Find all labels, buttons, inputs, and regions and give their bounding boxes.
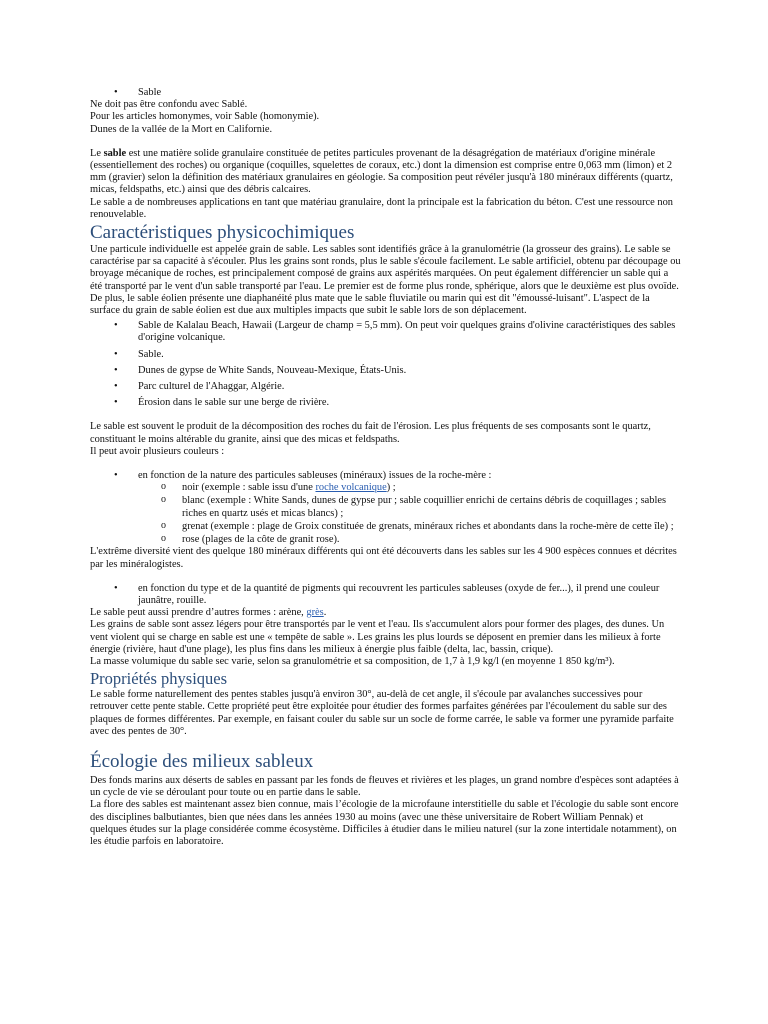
gallery-item: • Sable de Kalalau Beach, Hawaii (Largeur de champ = 5,5 mm). On peut voir quelques grains d'olivine caractéristiques des sables d'origine volcanique. — [90, 320, 682, 344]
hatnote: Pour les articles homonymes, voir Sable (homonymie). — [90, 111, 320, 123]
gallery-item: • Dunes de gypse de White Sands, Nouveau-Mexique, États-Unis. — [90, 365, 682, 377]
sublist-item: o rose (plages de la côte de granit rose). — [90, 534, 682, 546]
hatnote: Ne doit pas être confondu avec Sablé. — [90, 99, 248, 111]
pigment-list — [90, 583, 682, 607]
roche-volcanique-link[interactable]: roche volcanique — [315, 482, 387, 494]
gallery-item: • Érosion dans le sable sur une berge de rivière. — [90, 397, 682, 409]
colors-sublist — [90, 482, 682, 546]
paragraph: Il peut avoir plusieurs couleurs : — [90, 445, 225, 457]
paragraph: Le sable peut aussi prendre d’autres formes : arène, grès. — [90, 607, 327, 619]
paragraph: L'extrême diversité vient des quelque 180 minéraux différents qui ont été découverts dans les sables sur les 4 900 espèces connues et décrites par les minéralogistes. — [90, 546, 677, 570]
paragraph: Les grains de sable sont assez légers pour être transportés par le vent et l'eau. Ils s'accumulent alors pour former des plages, des dunes. Un vent violent qui se charge en sable est une « tempête de sable ». Les grains les plus lourds se déposent en premier dans les milieux à forte énergie (rivière, haut d'une plage), les plus fins dans les milieux à énergie plus faible (delta, lac, bassin, crique). — [90, 619, 665, 655]
list-item: • Sable — [90, 87, 682, 99]
intro-term: sable — [103, 147, 127, 159]
paragraph: Le sable forme naturellement des pentes stables jusqu'à environ 30°, au-delà de cet angle, il s'écoule par avalanches successives pour retrouver cette pente stable. Cette propriété peut être exploitée pour étudier des formes parfaites générées par l'écoulement du sable sur des plaques de formes différentes. Par exemple, en faisant couler du sable sur un socle de forme carrée, le sable va former une pyramide parfaite avec des pentes de 30°. — [90, 689, 674, 737]
sublist-item: o grenat (exemple : plage de Groix constituée de grenats, minéraux riches et abondants dans la roche-mère de cette île) ; — [90, 521, 682, 533]
gres-link[interactable]: grès — [306, 607, 324, 619]
intro-paragraph-2: Le sable a de nombreuses applications en tant que matériau granulaire, dont la principale est la fabrication du béton. C'est une ressource non renouvelable. — [90, 196, 673, 220]
gallery-list — [90, 320, 682, 409]
colors-list — [90, 470, 682, 482]
intro-paragraph: Le sable est une matière solide granulaire constituée de petites particules provenant de la désagrégation de matériaux d'origine minérale (essentiellement des roches) ou organique (coquilles, squelettes de coraux, etc.) dont la dimension est comprise entre 0,063 mm (limon) et 2 mm (gravier) selon la définition des matériaux granulaires en géologie. Sa composition peut révéler jusqu'à 180 minéraux différents (quartz, micas, feldspaths, etc.) ainsi que des débris calcaires. — [90, 147, 673, 196]
section-heading-proprietes: Propriétés physiques — [90, 669, 228, 689]
paragraph: Une particule individuelle est appelée grain de sable. Les sables sont identifiés grâce à la granulométrie (la grosseur des grains). Le sable se caractérise par sa capacité à s'écouler. Plus les grains sont ronds, plus le sable s'écoule facilement. Le sable artificiel, obtenu par découpage ou broyage mécanique de roches, est principalement composé de grains aux aspérités marquées. On peut également différencier un sable qui a été transporté par le vent d'un sable transporté par l'eau. Le premier est de forme plus ronde, sphérique, alors que le deuxième est plus ovoïde. De plus, le sable éolien présente une diaphanéité plus mate que le sable fluviatile ou marin qui est dit "émoussé-luisant". L'aspect de la surface du grain de sable éolien est due aux multiples impacts que subit le sable lors de son déplacement. — [90, 244, 681, 317]
list-item: • en fonction de la nature des particules sableuses (minéraux) issues de la roche-mère : — [90, 470, 682, 482]
gallery-item: • Sable. — [90, 349, 682, 361]
hatnote: Dunes de la vallée de la Mort en Californie. — [90, 123, 273, 135]
gallery-item: • Parc culturel de l'Ahaggar, Algérie. — [90, 381, 682, 393]
paragraph: Le sable est souvent le produit de la décomposition des roches du fait de l'érosion. Les plus fréquents de ses composants sont le quartz, constituant le moins altérable du granite, ainsi que des micas et feldspaths. — [90, 421, 651, 445]
list-item: • en fonction du type et de la quantité de pigments qui recouvrent les particules sableuses (oxyde de fer...), il prend une couleur jaunâtre, rouille. — [90, 583, 682, 607]
document-page — [90, 87, 682, 848]
paragraph: La masse volumique du sable sec varie, selon sa granulométrie et sa composition, de 1,7 à 1,9 kg/l (en moyenne 1 850 kg/m³). — [90, 655, 615, 667]
top-list — [90, 87, 682, 99]
paragraph: Des fonds marins aux déserts de sables en passant par les fonds de fleuves et rivières et les plages, un grand nombre d'espèces sont adaptées à un cycle de vie se déroulant pour toute ou en partie dans le sable. — [90, 774, 679, 799]
paragraph: La flore des sables est maintenant assez bien connue, mais l’écologie de la microfaune interstitielle du sable et l'écologie du sable sont encore des disciplines balbutiantes, bien que nées dans les années 1930 au moins (avec une thèse universitaire de Robert William Pennak) et quelques études sur la plage considérée comme écosystème. Difficiles à étudier dans le milieu naturel (sur la zone intertidale notamment), on les étudie parfois en laboratoire. — [90, 799, 679, 847]
sublist-item: o blanc (exemple : White Sands, dunes de gypse pur ; sable coquillier enrichi de certains débris de coquillages ; sables riches en quartz usés et micas blancs) ; — [90, 495, 682, 519]
section-heading-ecologie: Écologie des milieux sableux — [90, 750, 314, 772]
section-heading-physicochimiques: Caractéristiques physicochimiques — [90, 222, 355, 244]
sublist-item: o noir (exemple : sable issu d'une roche volcanique) ; — [90, 482, 682, 494]
